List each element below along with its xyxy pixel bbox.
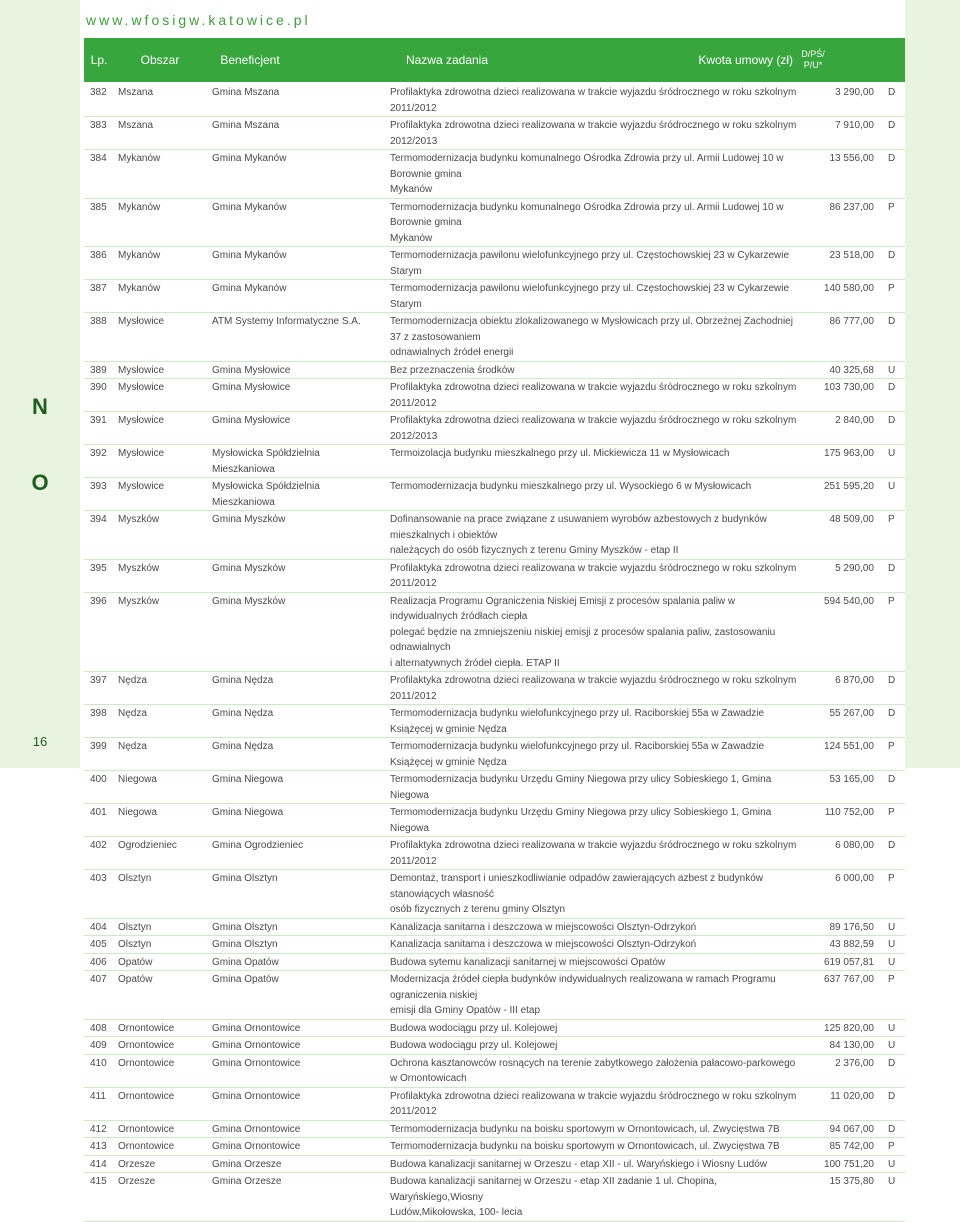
cell-amount: 110 752,00 xyxy=(824,807,874,818)
cell-amount: 103 730,00 xyxy=(823,382,874,393)
cell-obszar: Opatów xyxy=(118,974,153,985)
table-row xyxy=(84,1138,905,1156)
cell-amount: 125 820,00 xyxy=(823,1022,874,1034)
cell-kind: D xyxy=(888,840,896,851)
cell-obszar: Orzesze xyxy=(118,1158,156,1170)
data-table xyxy=(84,84,905,1222)
cell-obszar: Olsztyn xyxy=(118,921,152,933)
cell-obszar: Ornontowice xyxy=(118,1022,175,1034)
cell-lp: 393 xyxy=(90,481,107,492)
table-row xyxy=(84,971,905,1020)
cell-amount: 89 176,50 xyxy=(829,921,874,933)
cell-lp: 385 xyxy=(90,201,107,213)
cell-beneficjent: Gmina Olsztyn xyxy=(212,939,278,950)
table-row xyxy=(84,445,905,478)
cell-beneficjent: Gmina Mysłowice xyxy=(212,364,291,376)
col-header-kwota: Kwota umowy (zł) xyxy=(698,52,793,67)
cell-obszar: Mysłowice xyxy=(118,316,165,327)
cell-kind: D xyxy=(888,87,896,98)
cell-lp: 410 xyxy=(90,1057,107,1069)
table-row xyxy=(84,1020,905,1038)
cell-task: Termoizolacja budynku mieszkalnego przy ul. Mickiewicza 11 w Mysłowicach xyxy=(390,448,730,459)
left-sidebar xyxy=(0,0,80,768)
cell-task: Dofinansowanie na prace związane z usuwaniem wyrobów azbestowych z budynków mieszkalnych i obiektów należących do osób fizycznych z terenu Gminy Myszków - etap II xyxy=(390,514,767,556)
table-row xyxy=(84,804,905,837)
cell-kind: U xyxy=(888,1022,896,1034)
cell-amount: 124 551,00 xyxy=(823,741,874,752)
cell-task: Termomodernizacja budynku komunalnego Ośrodka Zdrowia przy ul. Armii Ludowej 10 w Borownie gmina Mykanów xyxy=(390,201,784,244)
cell-amount: 619 057,81 xyxy=(823,956,874,968)
cell-lp: 415 xyxy=(90,1176,107,1187)
cell-task: Budowa kanalizacji sanitarnej w Orzeszu - etap XII zadanie 1 ul. Chopina, Waryńskiego,Wiosny Ludów,Mikołowska, 100- lecia xyxy=(390,1176,717,1218)
cell-amount: 40 325,68 xyxy=(829,364,874,376)
cell-obszar: Ornontowice xyxy=(118,1057,175,1069)
cell-beneficjent: Gmina Ornontowice xyxy=(212,1141,301,1152)
cell-beneficjent: Gmina Nędza xyxy=(212,708,274,719)
table-row xyxy=(84,1037,905,1055)
cell-kind: U xyxy=(888,481,896,492)
cell-beneficjent: Gmina Nędza xyxy=(212,675,274,686)
cell-beneficjent: ATM Systemy Informatyczne S.A. xyxy=(212,316,361,327)
cell-amount: 251 595,20 xyxy=(823,481,874,492)
cell-kind: P xyxy=(888,974,895,985)
cell-lp: 401 xyxy=(90,807,107,818)
cell-kind: D xyxy=(888,415,896,426)
cell-kind: U xyxy=(888,1176,896,1187)
cell-obszar: Mysłowice xyxy=(118,364,165,376)
cell-task: Profilaktyka zdrowotna dzieci realizowana w trakcie wyjazdu śródrocznego w roku szkolnym 2011/2012 xyxy=(390,675,797,702)
cell-obszar: Mykanów xyxy=(118,283,161,294)
cell-kind: D xyxy=(888,1057,896,1069)
cell-amount: 85 742,00 xyxy=(829,1141,874,1152)
cell-kind: P xyxy=(888,1141,895,1152)
cell-amount: 175 963,00 xyxy=(823,448,874,459)
cell-kind: D xyxy=(888,1123,896,1135)
cell-lp: 390 xyxy=(90,382,107,393)
cell-kind: U xyxy=(888,1158,896,1170)
cell-obszar: Niegowa xyxy=(118,807,157,818)
cell-beneficjent: Gmina Ornontowice xyxy=(212,1022,301,1034)
table-row xyxy=(84,412,905,445)
col-header-obszar: Obszar xyxy=(140,52,180,67)
cell-amount: 2 840,00 xyxy=(835,415,874,426)
cell-beneficjent: Gmina Mykanów xyxy=(212,153,287,164)
cell-beneficjent: Gmina Olsztyn xyxy=(212,921,278,933)
cell-beneficjent: Gmina Orzesze xyxy=(212,1158,282,1170)
right-margin-band xyxy=(905,0,960,768)
cell-kind: D xyxy=(888,382,896,393)
cell-beneficjent: Mysłowicka Spółdzielnia Mieszkaniowa xyxy=(212,481,320,508)
cell-amount: 86 237,00 xyxy=(829,201,874,213)
cell-lp: 383 xyxy=(90,120,107,131)
cell-task: Termomodernizacja budynku Urzędu Gminy Niegowa przy ulicy Sobieskiego 1, Gmina Niegowa xyxy=(390,774,772,801)
cell-kind: U xyxy=(888,1040,896,1051)
cell-beneficjent: Gmina Ornontowice xyxy=(212,1090,301,1102)
table-row xyxy=(84,1121,905,1139)
cell-lp: 412 xyxy=(90,1123,107,1135)
cell-amount: 594 540,00 xyxy=(823,595,874,607)
table-row xyxy=(84,593,905,673)
cell-obszar: Orzesze xyxy=(118,1176,156,1187)
cell-kind: P xyxy=(888,201,895,213)
cell-lp: 402 xyxy=(90,840,107,851)
table-row xyxy=(84,919,905,937)
cell-kind: D xyxy=(888,153,896,164)
cell-amount: 2 376,00 xyxy=(835,1057,874,1069)
table-row xyxy=(84,117,905,150)
cell-amount: 100 751,20 xyxy=(823,1158,874,1170)
cell-kind: P xyxy=(888,807,895,818)
cell-beneficjent: Mysłowicka Spółdzielnia Mieszkaniowa xyxy=(212,448,320,475)
cell-obszar: Mykanów xyxy=(118,201,161,213)
cell-lp: 399 xyxy=(90,741,107,752)
cell-amount: 94 067,00 xyxy=(829,1123,874,1135)
cell-task: Termomodernizacja pawilonu wielofunkcyjnego przy ul. Częstochowskiej 23 w Cykarzewie Starym xyxy=(390,283,790,310)
table-row xyxy=(84,1156,905,1174)
cell-task: Kanalizacja sanitarna i deszczowa w miejscowości Olsztyn-Odrzykoń xyxy=(390,939,697,950)
cell-task: Bez przeznaczenia środków xyxy=(390,364,515,376)
cell-task: Profilaktyka zdrowotna dzieci realizowana w trakcie wyjazdu śródrocznego w roku szkolnym 2011/2012 xyxy=(390,87,797,114)
cell-lp: 406 xyxy=(90,956,107,968)
cell-kind: P xyxy=(888,741,895,752)
cell-obszar: Mszana xyxy=(118,87,154,98)
table-header xyxy=(84,38,905,82)
cell-lp: 396 xyxy=(90,595,107,607)
cell-obszar: Ornontowice xyxy=(118,1123,175,1135)
cell-lp: 400 xyxy=(90,774,107,785)
cell-lp: 403 xyxy=(90,873,107,884)
cell-kind: U xyxy=(888,448,896,459)
cell-obszar: Niegowa xyxy=(118,774,157,785)
cell-lp: 389 xyxy=(90,364,107,376)
cell-kind: U xyxy=(888,364,896,376)
table-row xyxy=(84,511,905,560)
cell-lp: 398 xyxy=(90,708,107,719)
cell-beneficjent: Gmina Mysłowice xyxy=(212,382,291,393)
col-header-lp: Lp. xyxy=(90,52,108,67)
cell-amount: 7 910,00 xyxy=(835,120,874,131)
cell-amount: 6 870,00 xyxy=(835,675,874,686)
cell-beneficjent: Gmina Ogrodzieniec xyxy=(212,840,304,851)
cell-amount: 55 267,00 xyxy=(829,708,874,719)
cell-obszar: Nędza xyxy=(118,708,147,719)
cell-task: Termomodernizacja budynku mieszkalnego przy ul. Wysockiego 6 w Mysłowicach xyxy=(390,481,752,492)
cell-amount: 13 556,00 xyxy=(829,153,874,164)
cell-lp: 405 xyxy=(90,939,107,950)
cell-beneficjent: Gmina Nędza xyxy=(212,741,274,752)
cell-amount: 86 777,00 xyxy=(829,316,874,327)
table-row xyxy=(84,280,905,313)
cell-obszar: Olsztyn xyxy=(118,939,152,950)
table-row xyxy=(84,1088,905,1121)
cell-kind: U xyxy=(888,921,896,933)
cell-beneficjent: Gmina Opatów xyxy=(212,956,279,968)
cell-kind: D xyxy=(888,708,896,719)
cell-obszar: Mszana xyxy=(118,120,154,131)
cell-kind: D xyxy=(888,675,896,686)
cell-beneficjent: Gmina Niegowa xyxy=(212,774,284,785)
cell-beneficjent: Gmina Ornontowice xyxy=(212,1040,301,1051)
cell-beneficjent: Gmina Myszków xyxy=(212,514,286,525)
cell-beneficjent: Gmina Opatów xyxy=(212,974,279,985)
cell-amount: 3 290,00 xyxy=(835,87,874,98)
cell-beneficjent: Gmina Myszków xyxy=(212,562,286,574)
cell-lp: 413 xyxy=(90,1141,107,1152)
cell-task: Budowa sytemu kanalizacji sanitarnej w miejscowości Opatów xyxy=(390,956,666,968)
cell-amount: 15 375,80 xyxy=(829,1176,874,1187)
cell-obszar: Ornontowice xyxy=(118,1040,175,1051)
cell-kind: P xyxy=(888,283,895,294)
cell-amount: 11 020,00 xyxy=(830,1090,874,1102)
cell-task: Profilaktyka zdrowotna dzieci realizowana w trakcie wyjazdu śródrocznego w roku szkolnym 2012/2013 xyxy=(390,120,797,147)
cell-lp: 407 xyxy=(90,974,107,985)
col-header-nazwa: Nazwa zadania xyxy=(405,52,489,67)
cell-lp: 404 xyxy=(90,921,107,933)
col-header-kind: D/PŚ/ P/U* xyxy=(801,49,825,70)
cell-obszar: Myszków xyxy=(118,514,160,525)
cell-task: Termomodernizacja budynku wielofunkcyjnego przy ul. Raciborskiej 55a w Zawadzie Książęcej w gminie Nędza xyxy=(390,708,765,735)
cell-task: Termomodernizacja budynku na boisku sportowym w Ornontowicach, ul. Zwycięstwa 7B xyxy=(390,1141,780,1152)
cell-lp: 408 xyxy=(90,1022,107,1034)
table-row xyxy=(84,1055,905,1088)
cell-task: Profilaktyka zdrowotna dzieci realizowana w trakcie wyjazdu śródrocznego w roku szkolnym 2011/2012 xyxy=(390,840,797,867)
table-row xyxy=(84,837,905,870)
cell-lp: 382 xyxy=(90,87,107,98)
table-row xyxy=(84,313,905,362)
table-row xyxy=(84,199,905,248)
table-row xyxy=(84,150,905,199)
table-row xyxy=(84,738,905,771)
page-number: 16 xyxy=(32,734,48,749)
cell-task: Realizacja Programu Ograniczenia Niskiej Emisji z procesów spalania paliw w indywidualnych źródłach ciepła polegać będzie na zmniejszeniu niskiej emisji z procesów spalania paliw, zastosowaniu odnawialnych i alternatywnych źródeł ciepła. ETAP II xyxy=(390,595,776,669)
cell-obszar: Ornontowice xyxy=(118,1090,175,1102)
cell-beneficjent: Gmina Myszków xyxy=(212,595,286,607)
cell-obszar: Nędza xyxy=(118,675,147,686)
cell-beneficjent: Gmina Niegowa xyxy=(212,807,284,818)
cell-task: Modernizacja źródeł ciepła budynków indywidualnych realizowana w ramach Programu ograniczenia niskiej emisji dla Gminy Opatów - III etap xyxy=(390,974,776,1016)
cell-amount: 6 080,00 xyxy=(835,840,874,851)
site-url[interactable]: www.wfosigw.katowice.pl xyxy=(86,12,311,28)
cell-beneficjent: Gmina Mykanów xyxy=(212,201,287,213)
section-letter-o: O xyxy=(31,470,49,495)
table-row xyxy=(84,705,905,738)
cell-task: Profilaktyka zdrowotna dzieci realizowana w trakcie wyjazdu śródrocznego w roku szkolnym 2011/2012 xyxy=(390,562,797,589)
cell-amount: 23 518,00 xyxy=(829,250,874,261)
cell-task: Kanalizacja sanitarna i deszczowa w miejscowości Olsztyn-Odrzykoń xyxy=(390,921,697,933)
cell-task: Termomodernizacja budynku komunalnego Ośrodka Zdrowia przy ul. Armii Ludowej 10 w Borownie gmina Mykanów xyxy=(390,153,784,195)
cell-kind: D xyxy=(888,774,896,785)
cell-obszar: Mysłowice xyxy=(118,448,165,459)
cell-obszar: Mysłowice xyxy=(118,382,165,393)
cell-obszar: Mykanów xyxy=(118,250,161,261)
cell-lp: 394 xyxy=(90,514,107,525)
cell-amount: 140 580,00 xyxy=(823,283,874,294)
col-header-beneficjent: Beneficjent xyxy=(220,52,280,67)
cell-amount: 5 290,00 xyxy=(835,562,874,574)
cell-lp: 397 xyxy=(90,675,107,686)
cell-obszar: Ornontowice xyxy=(118,1141,175,1152)
cell-lp: 409 xyxy=(90,1040,107,1051)
cell-obszar: Mysłowice xyxy=(118,481,165,492)
cell-amount: 48 509,00 xyxy=(829,514,874,525)
cell-amount: 53 165,00 xyxy=(829,774,874,785)
cell-beneficjent: Gmina Ornontowice xyxy=(212,1057,301,1069)
table-row xyxy=(84,560,905,593)
cell-obszar: Myszków xyxy=(118,562,160,574)
cell-kind: U xyxy=(888,939,896,950)
cell-task: Profilaktyka zdrowotna dzieci realizowana w trakcie wyjazdu śródrocznego w roku szkolnym 2011/2012 xyxy=(390,382,797,409)
table-row xyxy=(84,247,905,280)
cell-obszar: Olsztyn xyxy=(118,873,152,884)
cell-task: Ochrona kasztanowców rosnących na terenie zabytkowego założenia pałacowo-parkowego w Ornontowicach xyxy=(390,1057,796,1084)
cell-amount: 637 767,00 xyxy=(823,974,874,985)
cell-task: Profilaktyka zdrowotna dzieci realizowana w trakcie wyjazdu śródrocznego w roku szkolnym 2011/2012 xyxy=(390,1090,797,1117)
cell-lp: 384 xyxy=(90,153,107,164)
cell-kind: D xyxy=(888,316,896,327)
cell-task: Termomodernizacja budynku Urzędu Gminy Niegowa przy ulicy Sobieskiego 1, Gmina Niegowa xyxy=(390,807,772,834)
cell-obszar: Opatów xyxy=(118,956,153,968)
cell-lp: 387 xyxy=(90,283,107,294)
cell-lp: 391 xyxy=(90,415,107,426)
cell-amount: 84 130,00 xyxy=(829,1040,874,1051)
table-row xyxy=(84,1173,905,1222)
cell-lp: 414 xyxy=(90,1158,107,1170)
table-row xyxy=(84,379,905,412)
cell-kind: D xyxy=(888,250,896,261)
cell-lp: 388 xyxy=(90,316,107,327)
cell-obszar: Mysłowice xyxy=(118,415,165,426)
table-row xyxy=(84,672,905,705)
cell-kind: P xyxy=(888,873,895,884)
cell-beneficjent: Gmina Mszana xyxy=(212,120,280,131)
cell-lp: 395 xyxy=(90,562,107,574)
cell-beneficjent: Gmina Ornontowice xyxy=(212,1123,301,1135)
cell-kind: D xyxy=(888,1090,896,1102)
cell-task: Budowa wodociągu przy ul. Kolejowej xyxy=(390,1040,558,1051)
cell-kind: P xyxy=(888,595,895,607)
table-row xyxy=(84,936,905,954)
table-row xyxy=(84,362,905,380)
cell-beneficjent: Gmina Mykanów xyxy=(212,250,287,261)
cell-task: Budowa kanalizacji sanitarnej w Orzeszu - etap XII - ul. Waryńskiego i Wiosny Ludów xyxy=(390,1158,768,1170)
cell-obszar: Myszków xyxy=(118,595,160,607)
cell-task: Demontaż, transport i unieszkodliwianie odpadów zawierających azbest z budynków stanowiących własność osób fizycznych z terenu gminy Olsztyn xyxy=(390,873,763,915)
table-row xyxy=(84,84,905,117)
cell-lp: 386 xyxy=(90,250,107,261)
cell-beneficjent: Gmina Orzesze xyxy=(212,1176,282,1187)
section-letter-n: N xyxy=(32,394,48,419)
cell-beneficjent: Gmina Olsztyn xyxy=(212,873,278,884)
cell-kind: D xyxy=(888,120,896,131)
table-row xyxy=(84,771,905,804)
cell-task: Budowa wodociągu przy ul. Kolejowej xyxy=(390,1022,558,1034)
cell-beneficjent: Gmina Mykanów xyxy=(212,283,287,294)
cell-beneficjent: Gmina Mysłowice xyxy=(212,415,291,426)
cell-task: Termomodernizacja budynku na boisku sportowym w Ornontowicach, ul. Zwycięstwa 7B xyxy=(390,1123,780,1135)
cell-lp: 392 xyxy=(90,448,107,459)
table-row xyxy=(84,478,905,511)
cell-lp: 411 xyxy=(90,1090,106,1102)
cell-amount: 43 882,59 xyxy=(829,939,874,950)
cell-kind: D xyxy=(888,562,896,574)
cell-task: Profilaktyka zdrowotna dzieci realizowana w trakcie wyjazdu śródrocznego w roku szkolnym 2012/2013 xyxy=(390,415,797,442)
cell-task: Termomodernizacja budynku wielofunkcyjnego przy ul. Raciborskiej 55a w Zawadzie Książęcej w gminie Nędza xyxy=(390,741,765,768)
cell-task: Termomodernizacja obiektu zlokalizowanego w Mysłowicach przy ul. Obrzeżnej Zachodniej 37 z zastosowaniem odnawialnych źródeł energii xyxy=(390,316,793,358)
table-row xyxy=(84,954,905,972)
cell-amount: 6 000,00 xyxy=(835,873,874,884)
cell-obszar: Mykanów xyxy=(118,153,161,164)
cell-obszar: Nędza xyxy=(118,741,147,752)
table-row xyxy=(84,870,905,919)
cell-kind: U xyxy=(888,956,896,968)
cell-kind: P xyxy=(888,514,895,525)
cell-beneficjent: Gmina Mszana xyxy=(212,87,280,98)
cell-obszar: Ogrodzieniec xyxy=(118,840,177,851)
cell-task: Termomodernizacja pawilonu wielofunkcyjnego przy ul. Częstochowskiej 23 w Cykarzewie Starym xyxy=(390,250,790,277)
